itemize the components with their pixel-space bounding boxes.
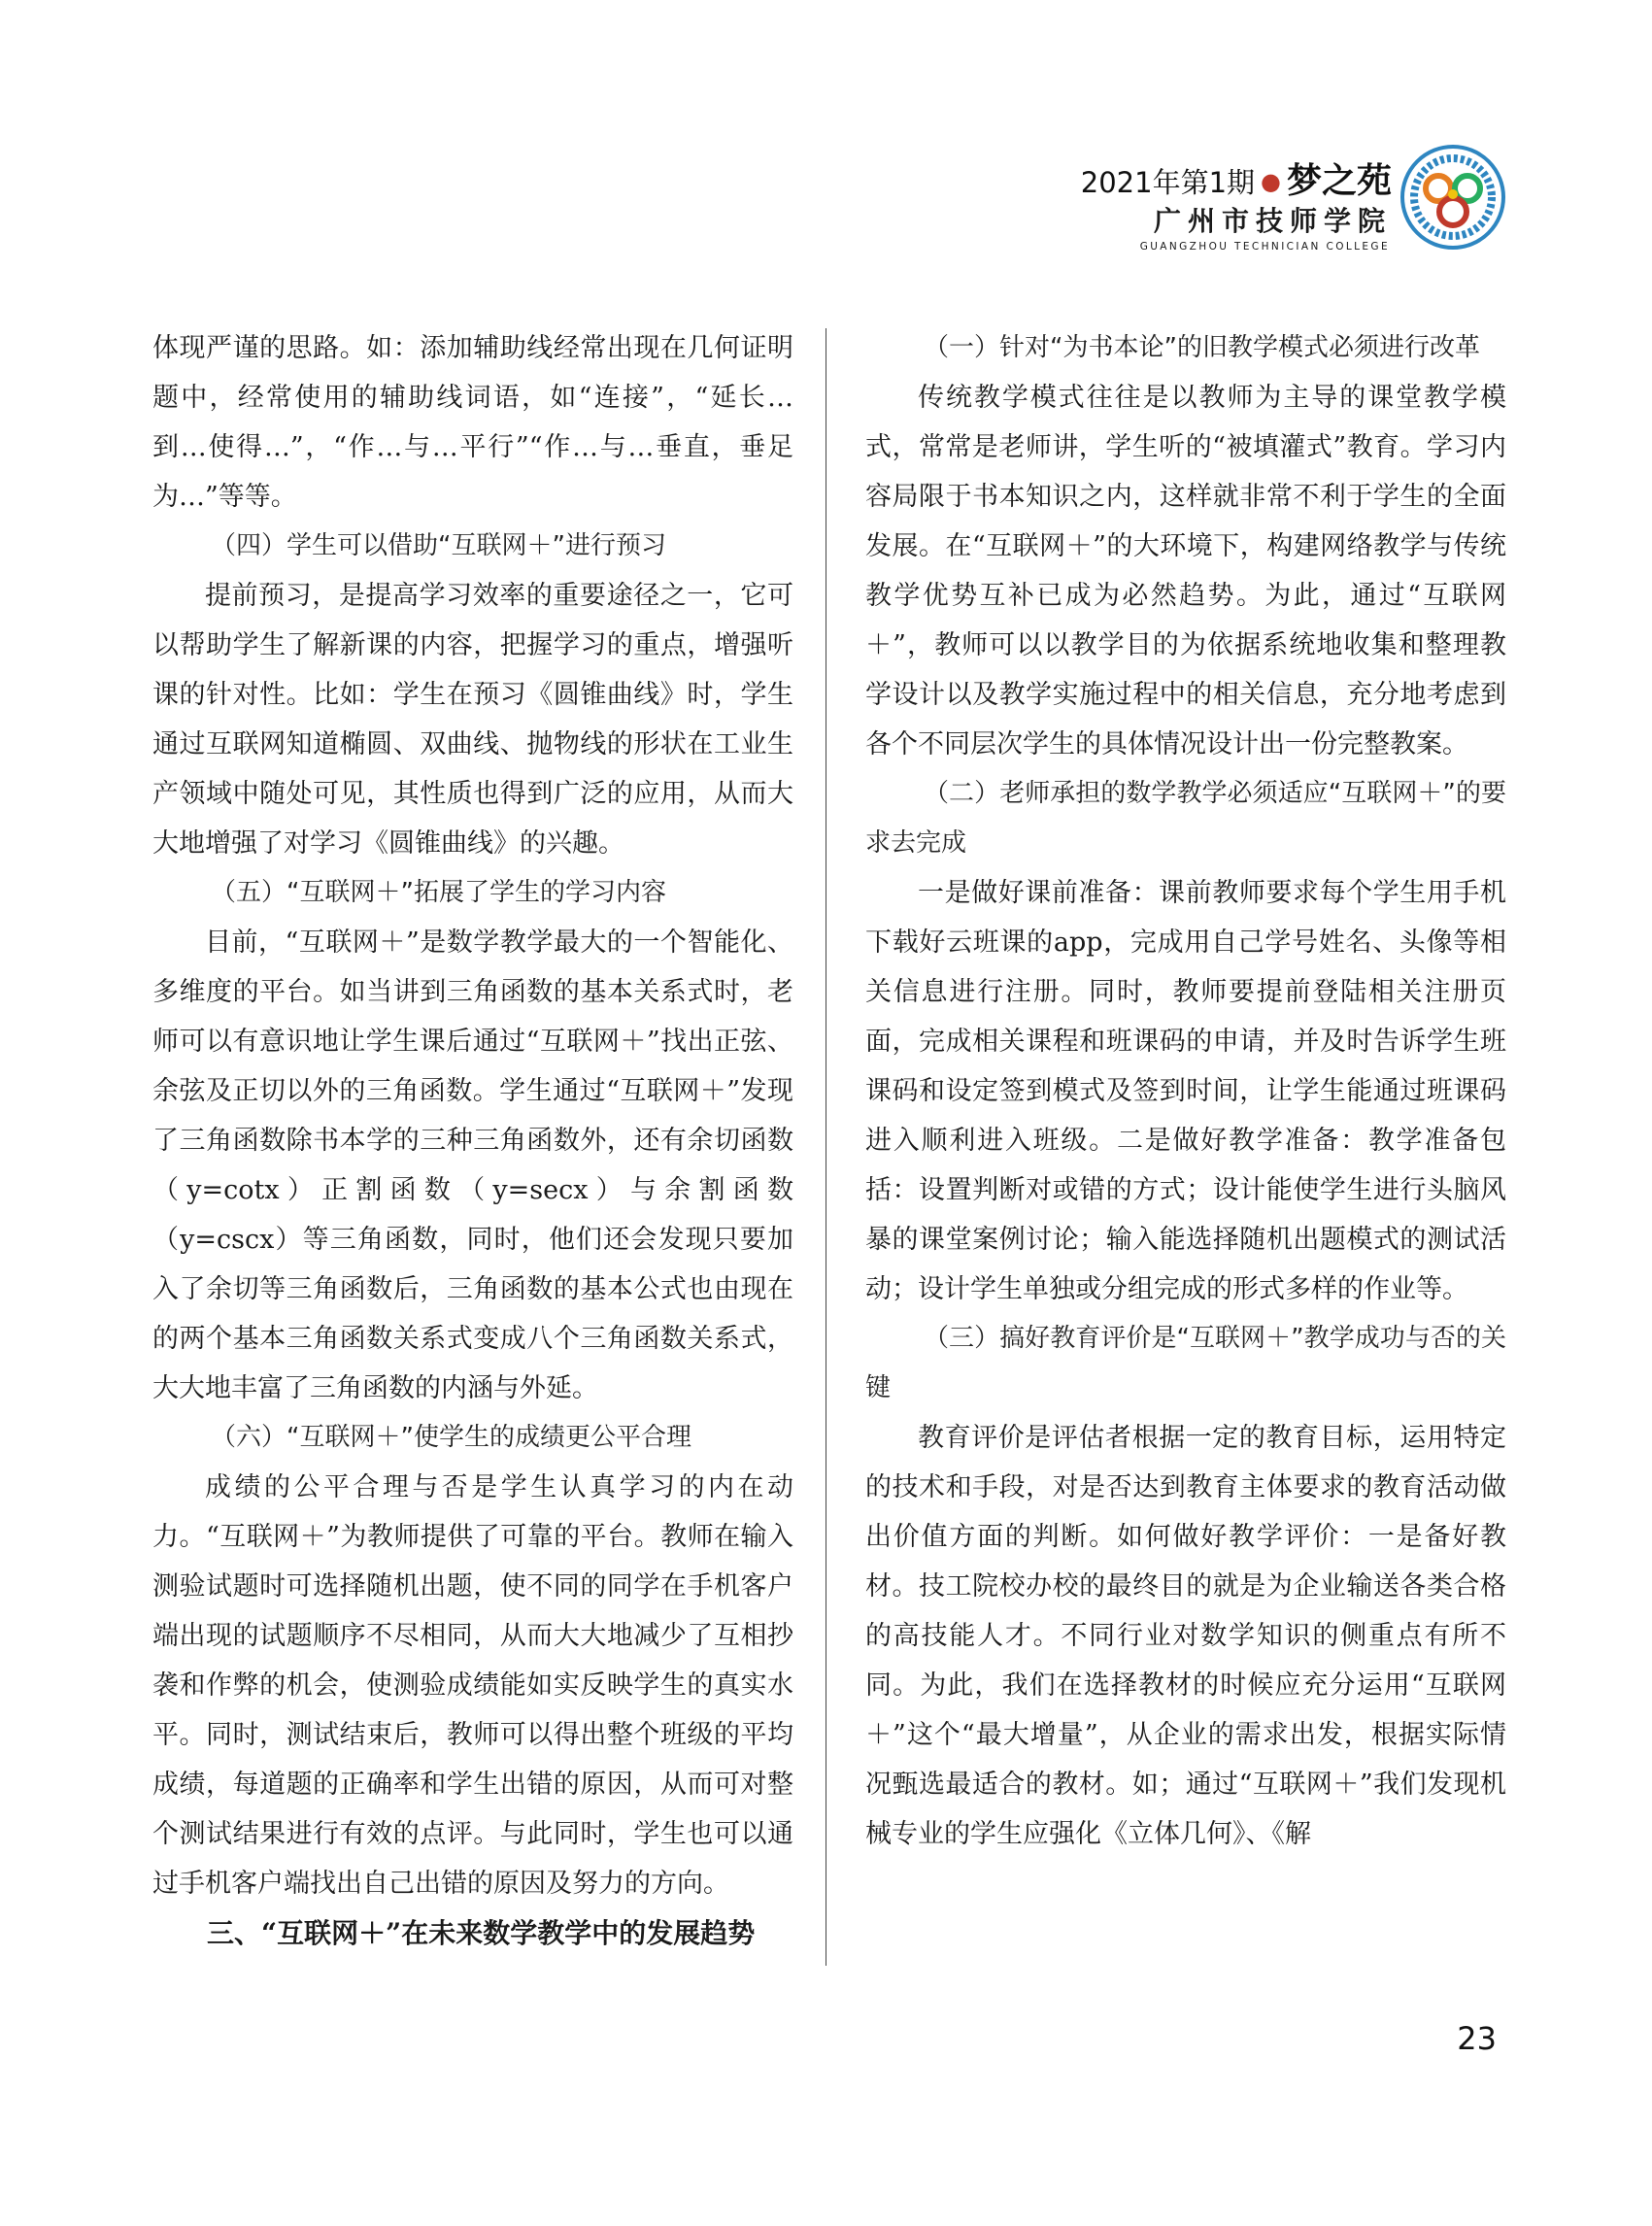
body-paragraph: 目前，“互联网＋”是数学教学最大的一个智能化、多维度的平台。如当讲到三角函数的基本关系式时，老师可以有意识地让学生课后通过“互联网＋”找出正弦、余弦及正切以外的三角函数。学生通过“互联网＋”发现了三角函数除书本学的三种三角函数外，还有余切函数（y=cotx）正割函数（y=secx）与余割函数（y=cscx）等三角函数，同时，他们还会发现只要加入了余切等三角函数后，三角函数的基本公式也由现在的两个基本三角函数关系式变成八个三角函数关系式，大大地丰富了三角函数的内涵与外延。 [152,928,793,1403]
body-paragraph: 传统教学模式往往是以教师为主导的课堂教学模式，常常是老师讲，学生听的“被填灌式”教育。学习内容局限于书本知识之内，这样就非常不利于学生的全面发展。在“互联网＋”的大环境下，构建网络教学与传统教学优势互补已成为必然趋势。为此，通过“互联网＋”，教师可以以教学目的为依据系统地收集和整理教学设计以及教学实施过程中的相关信息，充分地考虑到各个不同层次学生的具体情况设计出一份完整教案。 [865,383,1506,759]
college-name-cn: 广州市技师学院 [1153,205,1392,237]
subheading-1: （一）针对“为书本论”的旧教学模式必须进行改革 [924,333,1480,362]
subheading-2: （二）老师承担的数学教学必须适应“互联网＋”的要求去完成 [865,779,1506,858]
subheading-6: （六）“互联网＋”使学生的成绩更公平合理 [211,1423,691,1452]
college-name-en: GUANGZHOU TECHNICIAN COLLEGE [1139,241,1390,253]
subheading-5: （五）“互联网＋”拓展了学生的学习内容 [211,878,666,907]
journal-brand: 梦之苑 [1286,161,1392,201]
issue-label: 2021年第1期 [1080,166,1256,199]
left-column [152,323,793,1958]
subheading-4: （四）学生可以借助“互联网＋”进行预习 [211,531,666,560]
separator-dot-icon: ● [1261,168,1281,195]
body-paragraph: 教育评价是评估者根据一定的教育目标，运用特定的技术和手段，对是否达到教育主体要求的教育活动做出价值方面的判断。如何做好教学评价：一是备好教材。技工院校办校的最终目的就是为企业输送各类合格的高技能人才。不同行业对数学知识的侧重点有所不同。为此，我们在选择教材的时候应充分运用“互联网＋”这个“最大增量”，从企业的需求出发，根据实际情况甄选最适合的教材。如；通过“互联网＋”我们发现机械专业的学生应强化《立体几何》、《解 [865,1423,1506,1849]
body-paragraph: 体现严谨的思路。如：添加辅助线经常出现在几何证明题中，经常使用的辅助线词语，如“连接”，“延长…到…使得…”，“作…与…平行”“作…与…垂直，垂足为…”等等。 [152,333,793,512]
right-column [865,323,1506,1859]
journal-issue-line [1081,153,1392,203]
body-paragraph: 提前预习，是提高学习效率的重要途径之一，它可以帮助学生了解新课的内容，把握学习的重点，增强听课的针对性。比如：学生在预习《圆锥曲线》时，学生通过互联网知道椭圆、双曲线、抛物线的形状在工业生产领域中随处可见，其性质也得到广泛的应用，从而大大地增强了对学习《圆锥曲线》的兴趣。 [152,581,793,859]
page-header [1001,144,1506,270]
subheading-3: （三）搞好教育评价是“互联网＋”教学成功与否的关键 [865,1324,1506,1402]
college-logo-icon [1399,144,1506,251]
body-paragraph: 一是做好课前准备：课前教师要求每个学生用手机下载好云班课的app，完成用自己学号姓名、头像等相关信息进行注册。同时，教师要提前登陆相关注册页面，完成相关课程和班课码的申请，并及时告诉学生班课码和设定签到模式及签到时间，让学生能通过班课码进入顺利进入班级。二是做好教学准备：教学准备包括：设置判断对或错的方式；设计能使学生进行头脑风暴的课堂案例讨论；输入能选择随机出题模式的测试活动；设计学生单独或分组完成的形式多样的作业等。 [865,878,1506,1304]
body-paragraph: 成绩的公平合理与否是学生认真学习的内在动力。“互联网＋”为教师提供了可靠的平台。教师在输入测验试题时可选择随机出题，使不同的同学在手机客户端出现的试题顺序不尽相同，从而大大地减少了互相抄袭和作弊的机会，使测验成绩能如实反映学生的真实水平。同时，测试结束后，教师可以得出整个班级的平均成绩，每道题的正确率和学生出错的原因，从而可对整个测试结果进行有效的点评。与此同时，学生也可以通过手机客户端找出自己出错的原因及努力的方向。 [152,1472,793,1899]
section-heading-3: 三、“互联网＋”在未来数学教学中的发展趋势 [207,1917,756,1949]
page-number: 23 [1457,2020,1497,2057]
